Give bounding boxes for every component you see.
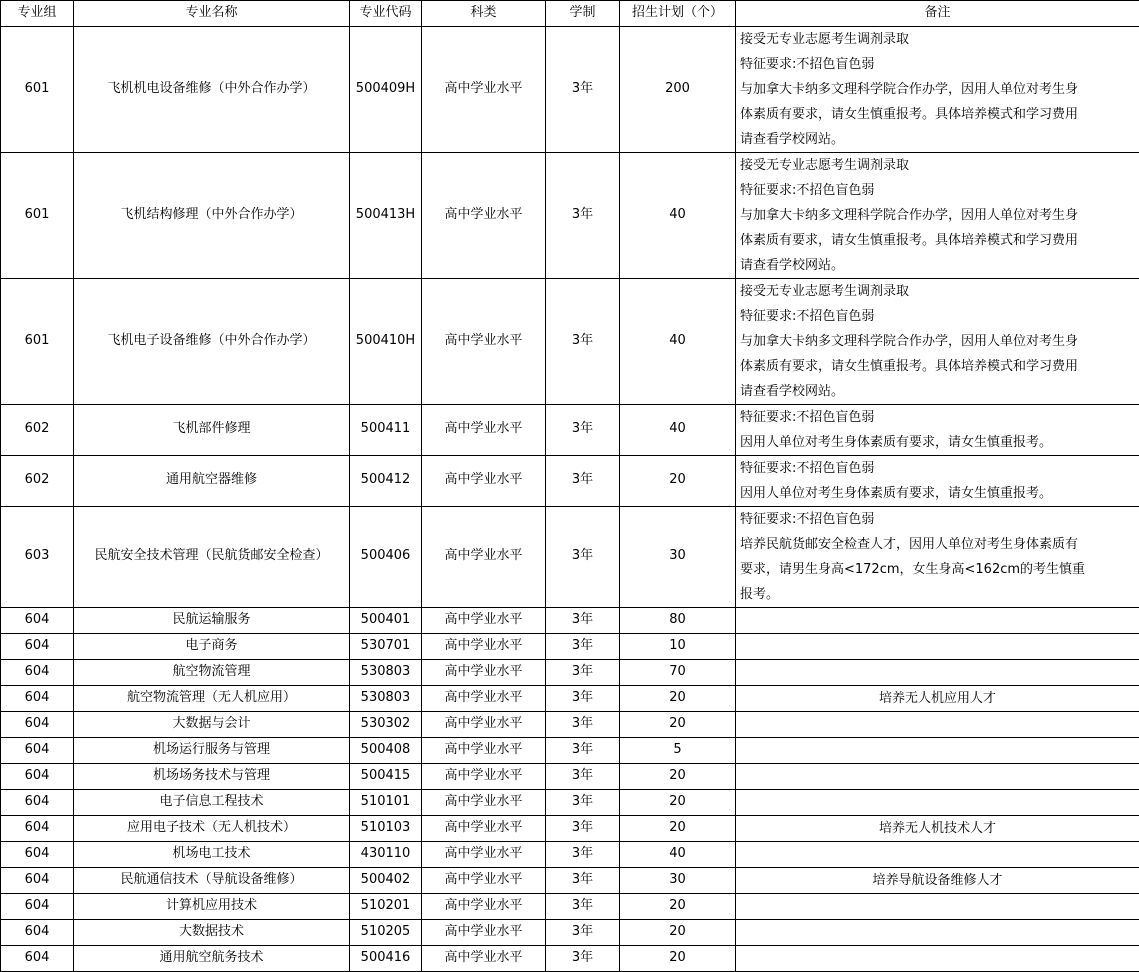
table-row — [1, 893, 1139, 919]
cell-plan: 20 — [620, 455, 736, 506]
table-row — [1, 737, 1139, 763]
cell-name: 机场运行服务与管理 — [74, 737, 350, 763]
cell-name: 飞机部件修理 — [74, 404, 350, 455]
cell-duration: 3年 — [546, 737, 620, 763]
header-name: 专业名称 — [74, 1, 350, 27]
cell-plan: 20 — [620, 711, 736, 737]
table-row — [1, 763, 1139, 789]
header-group: 专业组 — [1, 1, 74, 27]
cell-notes — [736, 737, 1139, 763]
cell-category: 高中学业水平 — [422, 711, 546, 737]
note-line: 接受无专业志愿考生调剂录取 — [740, 31, 910, 47]
cell-name: 电子信息工程技术 — [74, 789, 350, 815]
cell-category: 高中学业水平 — [422, 737, 546, 763]
cell-group: 604 — [1, 919, 74, 945]
cell-group: 604 — [1, 841, 74, 867]
cell-group: 601 — [1, 152, 74, 278]
note-line: 培养无人机技术人才 — [878, 820, 996, 836]
cell-plan: 20 — [620, 789, 736, 815]
table-row — [1, 711, 1139, 737]
table-row — [1, 506, 1139, 607]
header-category: 科类 — [422, 1, 546, 27]
cell-code: 500413H — [350, 152, 422, 278]
cell-notes — [736, 607, 1139, 633]
note-line: 培养导航设备维修人才 — [872, 872, 1003, 888]
cell-code: 530803 — [350, 659, 422, 685]
cell-name: 大数据与会计 — [74, 711, 350, 737]
cell-name: 航空物流管理（无人机应用） — [74, 685, 350, 711]
cell-category: 高中学业水平 — [422, 152, 546, 278]
cell-duration: 3年 — [546, 763, 620, 789]
cell-category: 高中学业水平 — [422, 763, 546, 789]
cell-category: 高中学业水平 — [422, 815, 546, 841]
cell-name: 飞机电子设备维修（中外合作办学） — [74, 278, 350, 404]
cell-plan: 20 — [620, 685, 736, 711]
cell-duration: 3年 — [546, 685, 620, 711]
note-line: 要求，请男生身高<172cm，女生身高<162cm的考生慎重 — [740, 561, 1086, 577]
cell-category: 高中学业水平 — [422, 455, 546, 506]
cell-notes — [736, 659, 1139, 685]
cell-category: 高中学业水平 — [422, 893, 546, 919]
cell-name: 应用电子技术（无人机技术） — [74, 815, 350, 841]
cell-code: 500411 — [350, 404, 422, 455]
cell-category: 高中学业水平 — [422, 26, 546, 152]
cell-code: 500416 — [350, 945, 422, 971]
cell-group: 602 — [1, 455, 74, 506]
cell-duration: 3年 — [546, 867, 620, 893]
cell-code: 530302 — [350, 711, 422, 737]
note-line: 体素质有要求，请女生慎重报考。具体培养模式和学习费用 — [740, 232, 1079, 248]
table-row — [1, 815, 1139, 841]
cell-group: 604 — [1, 659, 74, 685]
header-row — [1, 1, 1139, 27]
cell-plan: 40 — [620, 152, 736, 278]
cell-code: 530701 — [350, 633, 422, 659]
note-line: 培养无人机应用人才 — [878, 690, 996, 706]
table-row — [1, 685, 1139, 711]
table-row — [1, 841, 1139, 867]
cell-notes — [736, 893, 1139, 919]
note-line: 因用人单位对考生身体素质有要求，请女生慎重报考。 — [740, 434, 1053, 450]
note-line: 体素质有要求，请女生慎重报考。具体培养模式和学习费用 — [740, 106, 1079, 122]
table-body — [1, 26, 1139, 971]
cell-category: 高中学业水平 — [422, 633, 546, 659]
cell-duration: 3年 — [546, 607, 620, 633]
cell-name: 机场电工技术 — [74, 841, 350, 867]
note-line: 因用人单位对考生身体素质有要求，请女生慎重报考。 — [740, 485, 1053, 501]
note-line: 培养民航货邮安全检查人才，因用人单位对考生身体素质有 — [740, 536, 1079, 552]
cell-plan: 30 — [620, 506, 736, 607]
note-line: 特征要求:不招色盲色弱 — [740, 182, 875, 198]
cell-duration: 3年 — [546, 26, 620, 152]
table-row — [1, 919, 1139, 945]
cell-category: 高中学业水平 — [422, 919, 546, 945]
cell-duration: 3年 — [546, 455, 620, 506]
cell-code: 430110 — [350, 841, 422, 867]
table-row — [1, 404, 1139, 455]
table-row — [1, 789, 1139, 815]
cell-category: 高中学业水平 — [422, 659, 546, 685]
cell-notes — [736, 815, 1139, 841]
cell-notes — [736, 685, 1139, 711]
cell-group: 604 — [1, 633, 74, 659]
cell-plan: 5 — [620, 737, 736, 763]
table-row — [1, 945, 1139, 971]
cell-name: 通用航空航务技术 — [74, 945, 350, 971]
cell-name: 民航通信技术（导航设备维修） — [74, 867, 350, 893]
cell-name: 航空物流管理 — [74, 659, 350, 685]
cell-plan: 200 — [620, 26, 736, 152]
cell-group: 604 — [1, 893, 74, 919]
cell-notes — [736, 26, 1139, 152]
cell-category: 高中学业水平 — [422, 506, 546, 607]
cell-plan: 40 — [620, 404, 736, 455]
note-line: 特征要求:不招色盲色弱 — [740, 56, 875, 72]
cell-name: 民航安全技术管理（民航货邮安全检查） — [74, 506, 350, 607]
cell-plan: 40 — [620, 278, 736, 404]
cell-code: 500410H — [350, 278, 422, 404]
cell-notes — [736, 763, 1139, 789]
cell-plan: 20 — [620, 815, 736, 841]
note-line: 特征要求:不招色盲色弱 — [740, 511, 875, 527]
cell-category: 高中学业水平 — [422, 685, 546, 711]
cell-notes — [736, 711, 1139, 737]
note-line: 请查看学校网站。 — [740, 131, 845, 147]
note-line: 请查看学校网站。 — [740, 257, 845, 273]
cell-group: 604 — [1, 763, 74, 789]
cell-category: 高中学业水平 — [422, 404, 546, 455]
cell-group: 602 — [1, 404, 74, 455]
cell-category: 高中学业水平 — [422, 867, 546, 893]
cell-duration: 3年 — [546, 789, 620, 815]
cell-category: 高中学业水平 — [422, 945, 546, 971]
note-line: 与加拿大卡纳多文理科学院合作办学，因用人单位对考生身 — [740, 333, 1079, 349]
cell-group: 601 — [1, 26, 74, 152]
cell-duration: 3年 — [546, 404, 620, 455]
header-plan: 招生计划（个） — [620, 1, 736, 27]
note-line: 特征要求:不招色盲色弱 — [740, 460, 875, 476]
cell-notes — [736, 152, 1139, 278]
cell-name: 飞机结构修理（中外合作办学） — [74, 152, 350, 278]
cell-plan: 30 — [620, 867, 736, 893]
cell-category: 高中学业水平 — [422, 278, 546, 404]
cell-notes — [736, 404, 1139, 455]
cell-category: 高中学业水平 — [422, 841, 546, 867]
cell-name: 电子商务 — [74, 633, 350, 659]
cell-category: 高中学业水平 — [422, 607, 546, 633]
cell-notes — [736, 278, 1139, 404]
cell-code: 510103 — [350, 815, 422, 841]
table-row — [1, 659, 1139, 685]
table-row — [1, 607, 1139, 633]
cell-notes — [736, 506, 1139, 607]
cell-code: 530803 — [350, 685, 422, 711]
cell-group: 601 — [1, 278, 74, 404]
cell-code: 510205 — [350, 919, 422, 945]
cell-code: 500401 — [350, 607, 422, 633]
cell-code: 500406 — [350, 506, 422, 607]
cell-group: 604 — [1, 711, 74, 737]
cell-notes — [736, 841, 1139, 867]
note-line: 特征要求:不招色盲色弱 — [740, 409, 875, 425]
note-line: 接受无专业志愿考生调剂录取 — [740, 283, 910, 299]
cell-group: 604 — [1, 789, 74, 815]
cell-plan: 20 — [620, 919, 736, 945]
cell-duration: 3年 — [546, 659, 620, 685]
header-code: 专业代码 — [350, 1, 422, 27]
note-line: 请查看学校网站。 — [740, 383, 845, 399]
cell-notes — [736, 633, 1139, 659]
cell-duration: 3年 — [546, 893, 620, 919]
table-row — [1, 152, 1139, 278]
note-line: 与加拿大卡纳多文理科学院合作办学，因用人单位对考生身 — [740, 81, 1079, 97]
note-line: 报考。 — [740, 586, 780, 602]
cell-name: 计算机应用技术 — [74, 893, 350, 919]
note-line: 体素质有要求，请女生慎重报考。具体培养模式和学习费用 — [740, 358, 1079, 374]
cell-code: 510201 — [350, 893, 422, 919]
cell-plan: 10 — [620, 633, 736, 659]
cell-plan: 20 — [620, 763, 736, 789]
cell-code: 500402 — [350, 867, 422, 893]
table-row — [1, 26, 1139, 152]
cell-duration: 3年 — [546, 945, 620, 971]
cell-code: 510101 — [350, 789, 422, 815]
table-row — [1, 867, 1139, 893]
cell-plan: 40 — [620, 841, 736, 867]
cell-duration: 3年 — [546, 711, 620, 737]
cell-group: 604 — [1, 737, 74, 763]
cell-code: 500412 — [350, 455, 422, 506]
cell-group: 604 — [1, 867, 74, 893]
cell-notes — [736, 789, 1139, 815]
cell-duration: 3年 — [546, 278, 620, 404]
table-row — [1, 455, 1139, 506]
cell-code: 500408 — [350, 737, 422, 763]
header-duration: 学制 — [546, 1, 620, 27]
cell-name: 大数据技术 — [74, 919, 350, 945]
cell-plan: 20 — [620, 945, 736, 971]
cell-name: 民航运输服务 — [74, 607, 350, 633]
cell-notes — [736, 867, 1139, 893]
cell-category: 高中学业水平 — [422, 789, 546, 815]
cell-group: 604 — [1, 815, 74, 841]
cell-duration: 3年 — [546, 919, 620, 945]
note-line: 与加拿大卡纳多文理科学院合作办学，因用人单位对考生身 — [740, 207, 1079, 223]
cell-group: 604 — [1, 945, 74, 971]
cell-name: 通用航空器维修 — [74, 455, 350, 506]
cell-group: 604 — [1, 685, 74, 711]
cell-plan: 70 — [620, 659, 736, 685]
cell-code: 500415 — [350, 763, 422, 789]
cell-code: 500409H — [350, 26, 422, 152]
cell-group: 603 — [1, 506, 74, 607]
table-row — [1, 278, 1139, 404]
cell-group: 604 — [1, 607, 74, 633]
cell-name: 飞机机电设备维修（中外合作办学） — [74, 26, 350, 152]
cell-duration: 3年 — [546, 152, 620, 278]
header-notes: 备注 — [736, 1, 1139, 27]
cell-duration: 3年 — [546, 841, 620, 867]
cell-notes — [736, 945, 1139, 971]
cell-notes — [736, 919, 1139, 945]
cell-duration: 3年 — [546, 506, 620, 607]
note-line: 特征要求:不招色盲色弱 — [740, 308, 875, 324]
cell-name: 机场场务技术与管理 — [74, 763, 350, 789]
note-line: 接受无专业志愿考生调剂录取 — [740, 157, 910, 173]
cell-plan: 80 — [620, 607, 736, 633]
table-row — [1, 633, 1139, 659]
cell-duration: 3年 — [546, 633, 620, 659]
cell-notes — [736, 455, 1139, 506]
cell-plan: 20 — [620, 893, 736, 919]
cell-duration: 3年 — [546, 815, 620, 841]
